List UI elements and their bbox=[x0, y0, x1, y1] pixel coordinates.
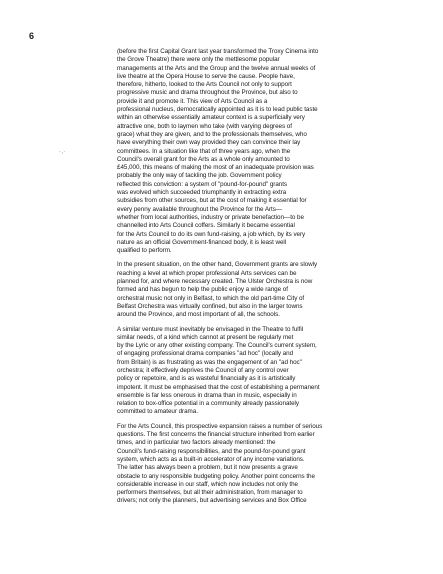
text-line: of engaging professional drama companies "ad hoc" (locally and bbox=[117, 350, 294, 358]
paragraph-3 bbox=[117, 326, 433, 417]
text-line: (before the first Capital Grant last year transformed the Troxy Cinema into bbox=[117, 48, 319, 55]
text-line: A similar venture must inevitably be envisaged in the Theatre to fulfil bbox=[117, 325, 304, 333]
text-line: subsidies from other sources, but at the cost of making it essential for bbox=[117, 197, 307, 205]
text-line: by the Lyric or any other existing company. The Council's current system, bbox=[117, 342, 317, 350]
text-line: the Grove Theatre) there were only the mettlesome popular bbox=[117, 56, 280, 64]
text-line: qualified to perform. bbox=[117, 247, 172, 255]
text-line: reflected this conviction: a system of "pound-for-pound" grants bbox=[117, 180, 288, 188]
text-line: provide it and promote it. This view of Arts Council as a bbox=[117, 97, 268, 105]
text-line: around the Province, and most important of all, the schools. bbox=[117, 311, 280, 319]
text-line: whether from local authorities, industry or private benefaction—to be bbox=[117, 213, 304, 221]
text-line: reaching a level at which proper professional Arts services can be bbox=[117, 269, 297, 277]
text-line: attractive one, both to laymen who take (with varying degrees of bbox=[117, 122, 292, 130]
text-line: committees. In a situation like that of three years ago, when the bbox=[117, 147, 291, 155]
text-line: ensemble is far less onerous in drama than in music, especially in bbox=[117, 391, 297, 399]
text-line: performers themselves, but all their administration, from manager to bbox=[117, 489, 303, 497]
text-line: For the Arts Council, this prospective expansion raises a number of serious bbox=[117, 422, 323, 430]
text-line: every penny available throughout the Province for the Arts— bbox=[117, 205, 283, 213]
text-line: relation to box-office potential in a community already passionately bbox=[117, 400, 299, 408]
text-line: similar needs, of a kind which cannot at present be regularly met bbox=[117, 333, 294, 341]
text-line: have everything their own way provided they can convince their lay bbox=[117, 139, 301, 147]
text-line: £45,000, this means of making the most of an inadequate provision was bbox=[117, 164, 314, 172]
page-number: 6 bbox=[29, 31, 35, 41]
text-line: therefore, hitherto, looked to the Arts Council not only to support bbox=[117, 81, 292, 89]
text-line: Council's overall grant for the Arts as a whole only amounted to bbox=[117, 155, 290, 163]
text-line: for the Arts Council to do its own fund-raising, a job which, by its very bbox=[117, 230, 306, 238]
paragraph-1 bbox=[117, 48, 433, 255]
margin-speck: ·,· bbox=[59, 149, 67, 155]
text-line: policy or repetoire, and is as wasteful financially as it is artistically bbox=[117, 375, 296, 383]
paragraph-2 bbox=[117, 261, 433, 319]
text-line: nature as an official Government-financed body, it is least well bbox=[117, 238, 287, 246]
text-line: professional nucleus, democratically appointed as it is to lead public taste bbox=[117, 106, 318, 114]
text-line: planned for, and where necessary created. The Ulster Orchestra is now bbox=[117, 278, 313, 286]
text-line: impotent. It must be emphasised that the cost of establishing a permanent bbox=[117, 383, 320, 391]
text-line: within an otherwise essentially amateur context is a superficially very bbox=[117, 114, 305, 122]
text-line: times, and in particular two factors already mentioned: the bbox=[117, 439, 276, 447]
text-line: live theatre at the Opera House to serve the cause. People have, bbox=[117, 72, 295, 80]
paragraph-4 bbox=[117, 423, 433, 506]
text-line: questions. The first concerns the financial structure inherited from earlier bbox=[117, 431, 315, 439]
text-line: orchestral music not only in Belfast, to which the old part-time City of bbox=[117, 294, 305, 302]
text-line: committed to amateur drama. bbox=[117, 408, 198, 416]
text-line: orchestra; it effectively deprives the Council of any control over bbox=[117, 366, 289, 374]
text-line: was evolved which succeeded triumphantly in extracting extra bbox=[117, 189, 287, 197]
text-line: probably the only way of tackling the job. Government policy bbox=[117, 172, 282, 180]
text-line: drivers; not only the planners, but advertising services and Box Office bbox=[117, 497, 307, 505]
text-line: channelled into Arts Council coffers. Similarly it became essential bbox=[117, 222, 295, 230]
text-line: system, which acts as a built-in accelerator of any income variations. bbox=[117, 455, 305, 463]
text-line: Belfast Orchestra was virtually confined, but also in the larger towns bbox=[117, 302, 303, 310]
text-line: The latter has always been a problem, but it now presents a grave bbox=[117, 464, 298, 472]
text-line: considerable increase in our staff, which now includes not only the bbox=[117, 480, 299, 488]
text-line: progressive music and drama throughout the Province, but also to bbox=[117, 89, 298, 97]
text-line: grace) what they are given, and to the professionals themselves, who bbox=[117, 130, 307, 138]
text-line: from Britain) is as frustrating as was the engagement of an "ad hoc" bbox=[117, 358, 302, 366]
text-line: obstacle to any responsible budgeting policy. Another point concerns the bbox=[117, 472, 315, 480]
text-line: managements at the Arts and the Group and the twelve annual weeks of bbox=[117, 64, 316, 72]
text-line: Council's fund-raising responsibilities, and the pound-for-pound grant bbox=[117, 447, 306, 455]
document-body bbox=[117, 48, 433, 512]
text-line: formed and has begun to help the public enjoy a wide range of bbox=[117, 286, 288, 294]
text-line: In the present situation, on the other hand, Government grants are slowly bbox=[117, 261, 318, 269]
